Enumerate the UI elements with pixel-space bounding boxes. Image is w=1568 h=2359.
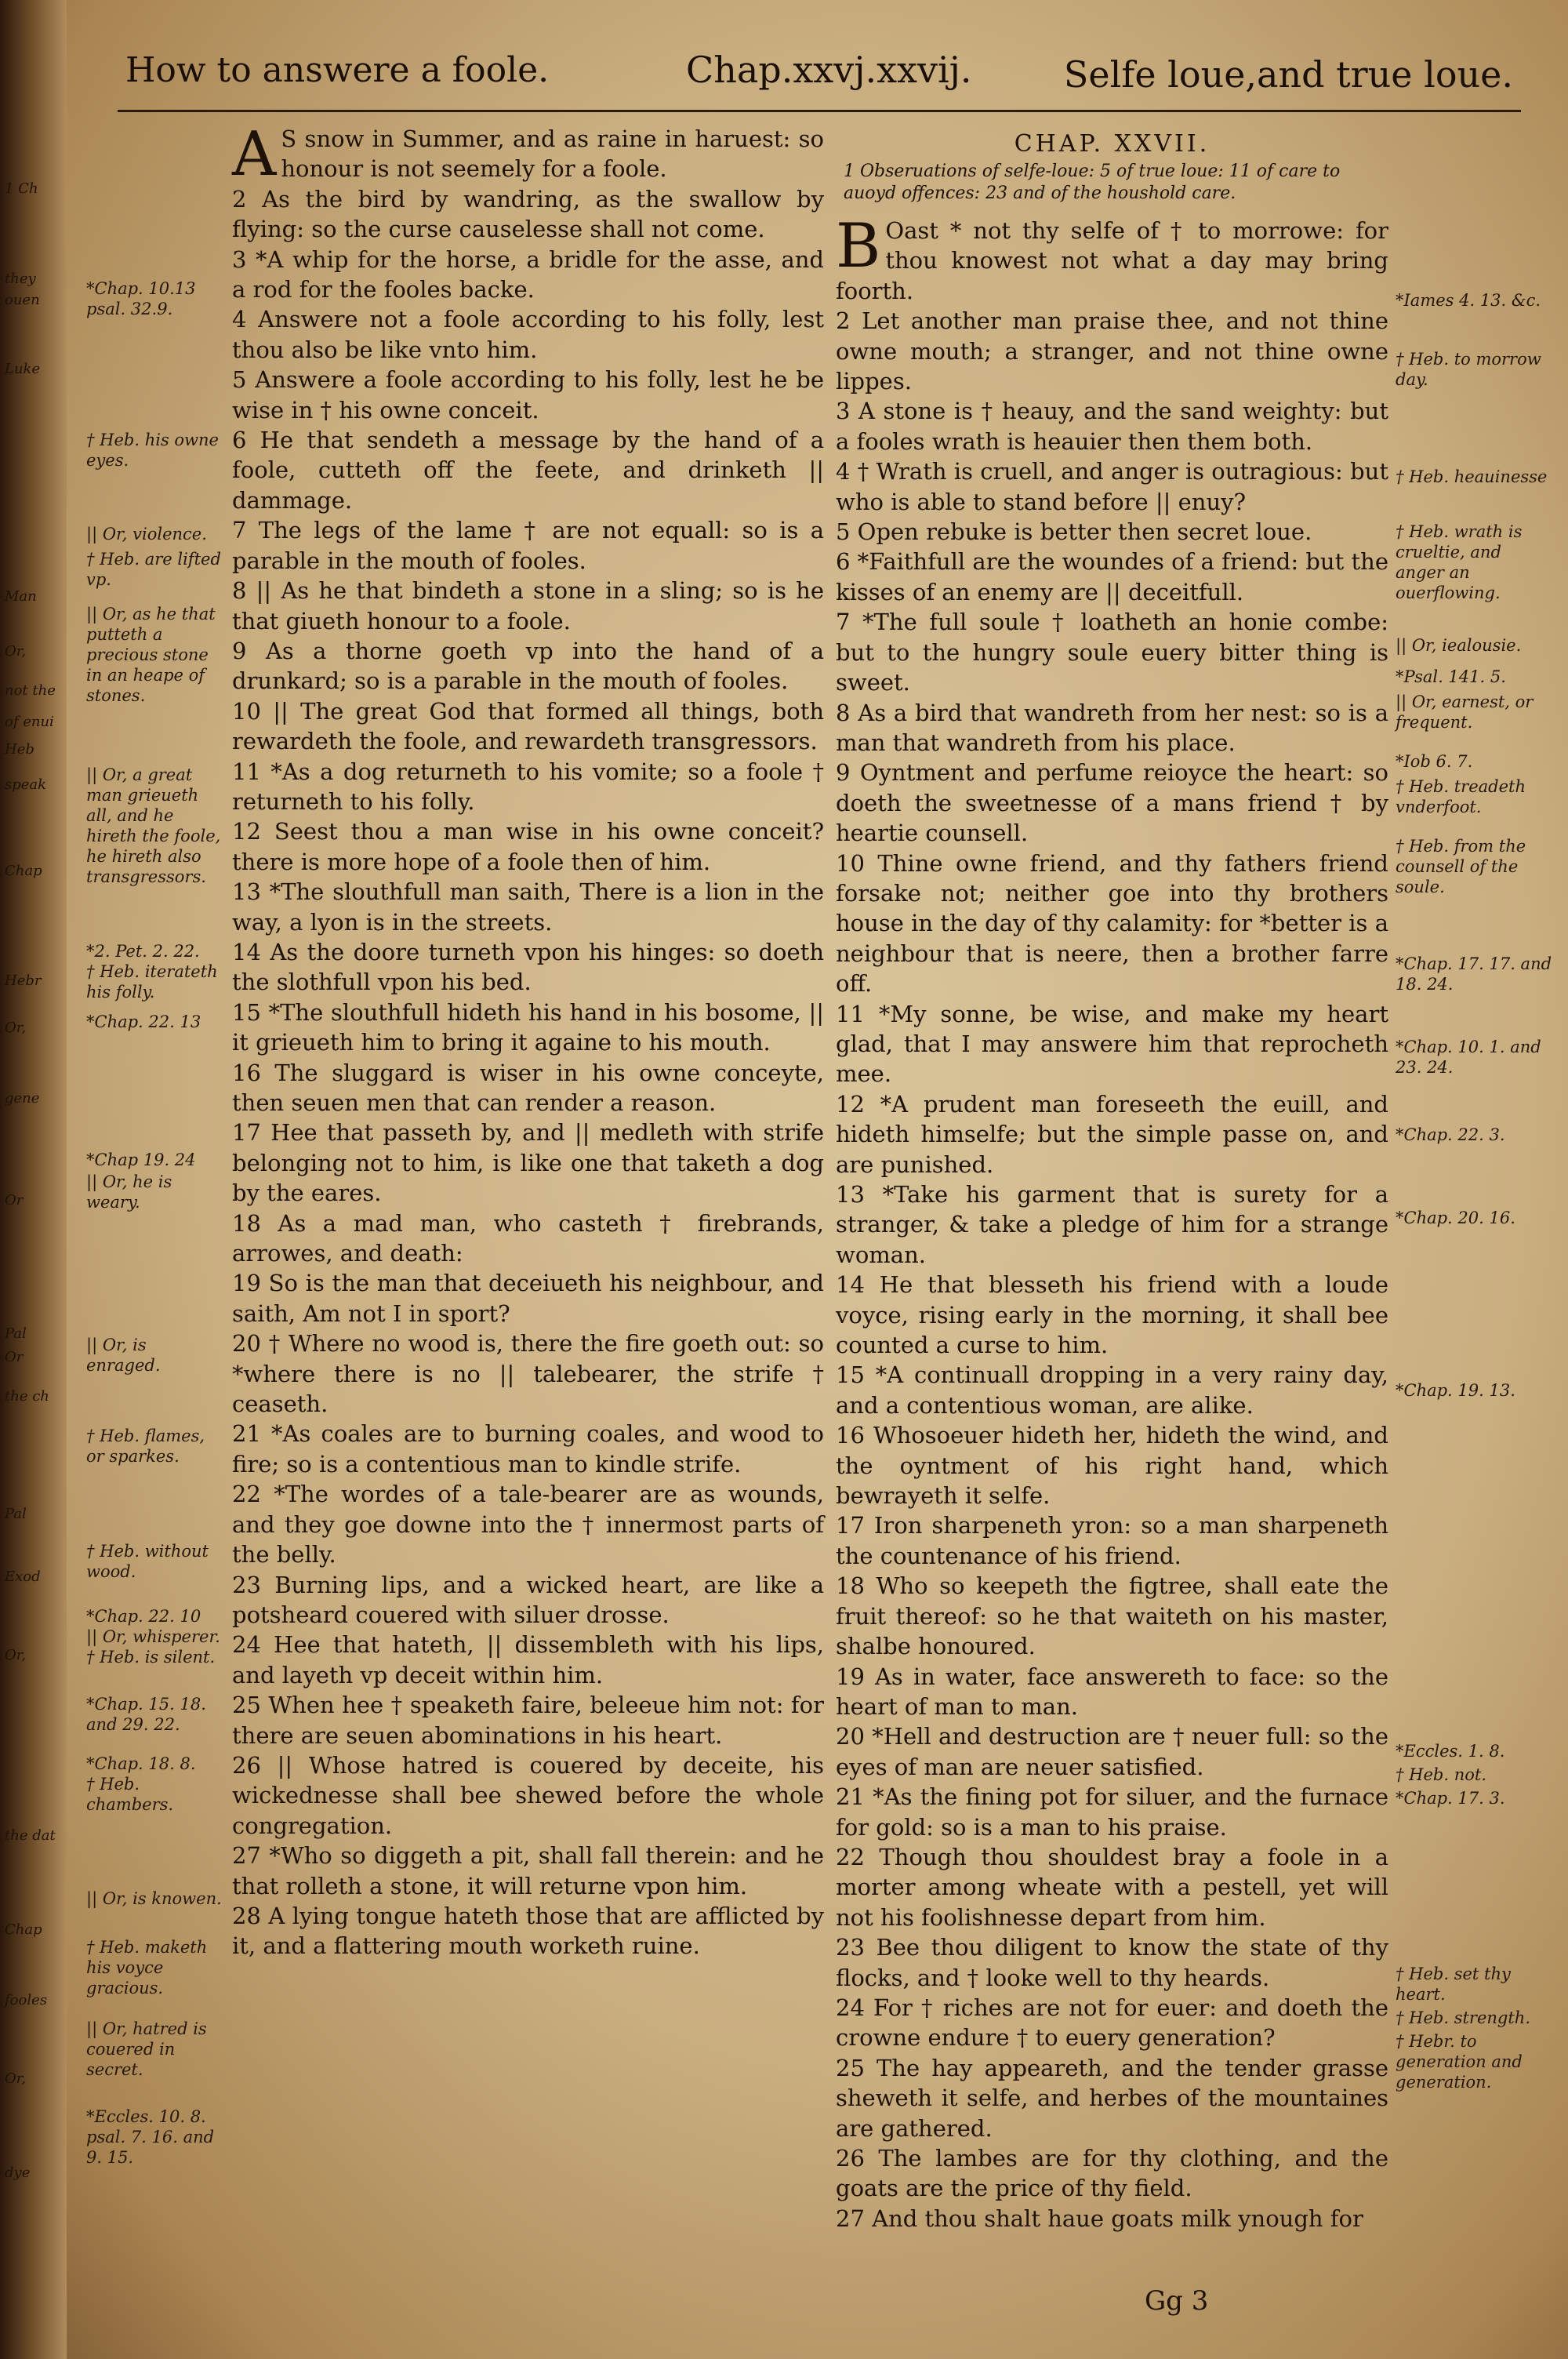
verse: 21 *As coales are to burning coales, and wood to fire; so is a contentious man to kindle strife. [232, 1420, 824, 1478]
verse: 12 *A prudent man foreseeth the euill, and hideth himselfe; but the simple passe on, and are punished. [836, 1090, 1388, 1178]
gutter-fragment: Luke [5, 361, 41, 377]
gutter-fragment: Pal [5, 1325, 27, 1342]
verse: 9 As a thorne goeth vp into the hand of a drunkard; so is a parable in the mouth of fooles. [232, 637, 824, 695]
margin-note: || Or, violence. [86, 525, 207, 543]
gutter-fragment: dye [5, 2165, 31, 2181]
gutter-fragment: Or [5, 1349, 24, 1365]
verse: 27 *Who so diggeth a pit, shall fall therein: and he that rolleth a stone, it will returne vpon him. [232, 1842, 824, 1899]
gutter-fragment: Exod [5, 1568, 41, 1585]
verse: 19 So is the man that deceiueth his neighbour, and saith, Am not I in sport? [232, 1270, 824, 1327]
verse: 16 The sluggard is wiser in his owne conceyte, then seuen men that can render a reason. [232, 1059, 824, 1116]
margin-note: *Eccles. 10. 8. psal. 7. 16. and 9. 15. [86, 2107, 215, 2167]
drop-capital: A [232, 119, 277, 190]
verse: 16 Whosoeuer hideth her, hideth the wind, and the oyntment of his right hand, which bewrayeth it selfe. [836, 1422, 1388, 1510]
verse: 8 As a bird that wandreth from her nest: so is a man that wandreth from his place. [836, 699, 1388, 756]
margin-note: *Eccles. 1. 8. [1396, 1742, 1505, 1761]
gutter-fragment: not the [5, 682, 56, 699]
margin-note: *Chap. 17. 17. and 18. 24. [1396, 954, 1552, 994]
margin-note: † Heb. wrath is crueltie, and anger an ouerflowing. [1396, 522, 1523, 602]
gutter-fragment: the dat [5, 1827, 56, 1844]
margin-note: *Chap. 22. 3. [1396, 1125, 1505, 1144]
margin-note: *Chap 19. 24 [86, 1150, 196, 1169]
margin-note: || Or, whisperer. [86, 1627, 220, 1646]
gutter-fragment: ouen [5, 292, 40, 308]
gutter-fragment: the ch [5, 1388, 49, 1405]
gutter-fragment: Heb [5, 741, 34, 758]
margin-note: *2. Pet. 2. 22. [86, 942, 200, 961]
gutter-fragment: Chap [5, 1921, 42, 1938]
gutter-fragment: fooles [5, 1992, 47, 2008]
margin-note: *Psal. 141. 5. [1396, 667, 1506, 686]
verse: 9 Oyntment and perfume reioyce the heart: so doeth the sweetnesse of a mans friend † by heartie counsell. [836, 759, 1388, 847]
margin-note: || Or, he is weary. [86, 1172, 172, 1212]
margin-note: † Heb. to morrow day. [1396, 350, 1541, 389]
verse: 20 † Where no wood is, there the fire goeth out: so *where there is no || talebearer, the strife † ceaseth. [232, 1330, 824, 1418]
verse: 4 † Wrath is cruell, and anger is outragious: but who is able to stand before || enuy? [836, 458, 1388, 515]
gutter-fragment: gene [5, 1090, 40, 1107]
verse: 23 Bee thou diligent to know the state of thy flocks, and † looke well to thy heards. [836, 1934, 1388, 1991]
verse: 10 Thine owne friend, and thy fathers friend forsake not; neither goe into thy brothers house in the day of thy calamity: for *better is a neighbour that is neere, then a brother farre off. [836, 849, 1388, 998]
gutter-previous-page [0, 0, 67, 2359]
gutter-fragment: Or, [5, 2070, 27, 2087]
verse: 6 He that sendeth a message by the hand of a foole, cutteth off the feete, and drinketh || dammage. [232, 427, 824, 514]
margin-note: || Or, a great man grieueth all, and he hireth the foole, he hireth also transgressors. [86, 765, 221, 886]
verse: 5 Answere a foole according to his folly, lest he be wise in † his owne conceit. [232, 366, 824, 423]
verse: 11 *As a dog returneth to his vomite; so a foole † returneth to his folly. [232, 758, 824, 815]
header-right: Selfe loue,and true loue. [1063, 53, 1513, 96]
margin-note: *Chap. 15. 18. and 29. 22. [86, 1695, 206, 1734]
margin-note: *Iames 4. 13. &c. [1396, 291, 1541, 310]
verse: 24 For † riches are not for euer: and doeth the crowne endure † to euery generation? [836, 1994, 1388, 2052]
margin-note: || Or, earnest, or frequent. [1396, 692, 1534, 732]
verse: 17 Iron sharpeneth yron: so a man sharpeneth the countenance of his friend. [836, 1512, 1388, 1569]
margin-note: † Heb. his owne eyes. [86, 431, 219, 470]
header-left: How to answere a foole. [125, 50, 550, 90]
margin-note: † Heb. from the counsell of the soule. [1396, 837, 1526, 896]
verse: 14 He that blesseth his friend with a loude voyce, rising early in the morning, it shall bee counted a curse to him. [836, 1271, 1388, 1359]
header-center: Chap.xxvj.xxvij. [686, 49, 972, 91]
margin-note: † Heb. heauinesse [1396, 467, 1548, 486]
verse: 7 The legs of the lame † are not equall: so is a parable in the mouth of fooles. [232, 517, 824, 574]
margin-note: † Hebr. to generation and generation. [1396, 2032, 1523, 2092]
verse: 20 *Hell and destruction are † neuer full: so the eyes of man are neuer satisfied. [836, 1723, 1388, 1780]
signature-mark: Gg 3 [1145, 2285, 1209, 2317]
gutter-fragment: Or, [5, 1020, 27, 1036]
verse: 26 || Whose hatred is couered by deceite, his wickednesse shall bee shewed before the whole congregation. [232, 1751, 824, 1839]
verse: 10 || The great God that formed all things, both rewardeth the foole, and rewardeth transgressors. [232, 697, 824, 755]
verse: 19 As in water, face answereth to face: so the heart of man to man. [836, 1663, 1388, 1720]
verse: 22 *The wordes of a tale-bearer are as wounds, and they goe downe into the † innermost parts of the belly. [232, 1481, 824, 1568]
verse: 13 *Take his garment that is surety for a stranger, & take a pledge of him for a strange woman. [836, 1181, 1388, 1268]
verse: 6 *Faithfull are the woundes of a friend: but the kisses of an enemy are || deceitfull. [836, 548, 1388, 605]
margin-note: † Heb. is silent. [86, 1648, 216, 1667]
verse: 12 Seest thou a man wise in his owne conceit? there is more hope of a foole then of him. [232, 818, 824, 875]
margin-note: † Heb. are lifted vp. [86, 550, 221, 589]
verse: A S snow in Summer, and as raine in haruest: so honour is not seemely for a foole. [232, 119, 824, 190]
margin-note: *Chap. 22. 13 [86, 1012, 201, 1031]
verse: 8 || As he that bindeth a stone in a sling; so is he that giueth honour to a foole. [232, 577, 824, 634]
verse: 3 A stone is † heauy, and the sand weighty: but a fooles wrath is heauier then them both. [836, 398, 1388, 455]
margin-note: † Heb. treadeth vnderfoot. [1396, 777, 1526, 816]
verse: 15 *A continuall dropping in a very rainy day, and a contentious woman, are alike. [836, 1361, 1388, 1419]
gutter-fragment: Hebr [5, 972, 42, 989]
margin-note: † Heb. iterateth his folly. [86, 962, 218, 1001]
verse: 11 *My sonne, be wise, and make my heart glad, that I may answere him that reprocheth mee. [836, 1000, 1388, 1088]
gutter-fragment: Or [5, 1192, 24, 1209]
verse: 14 As the doore turneth vpon his hinges: so doeth the slothfull vpon his bed. [232, 938, 824, 996]
header-rule [118, 110, 1521, 112]
verse: 23 Burning lips, and a wicked heart, are like a potsheard couered with siluer drosse. [232, 1571, 824, 1628]
gutter-fragment: Or, [5, 1647, 27, 1663]
gutter-fragment: speak [5, 776, 47, 793]
margin-note: † Heb. maketh his voyce gracious. [86, 1938, 208, 1997]
gutter-fragment: Chap [5, 863, 42, 879]
margin-note: || Or, is enraged. [86, 1336, 161, 1375]
margin-note: † Heb. strength. [1396, 2008, 1530, 2027]
verse: 26 The lambes are for thy clothing, and the goats are the price of thy field. [836, 2145, 1388, 2202]
verse: 17 Hee that passeth by, and || medleth with strife belonging not to him, is like one that taketh a dog by the eares. [232, 1119, 824, 1207]
gutter-fragment: Pal [5, 1506, 27, 1522]
margin-note: † Heb. chambers. [86, 1775, 174, 1814]
verse: 7 *The full soule † loatheth an honie combe: but to the hungry soule euery bitter thing is sweet. [836, 609, 1388, 696]
verse: 22 Though thou shouldest bray a foole in a morter among wheate with a pestell, yet will not his foolishnesse depart from him. [836, 1843, 1388, 1931]
margin-note: † Heb. set thy heart. [1396, 1965, 1511, 2004]
drop-capital: B [836, 211, 881, 282]
margin-note: *Chap. 20. 16. [1396, 1209, 1515, 1227]
column-chapter-27 [836, 124, 1388, 2234]
verse: 2 As the bird by wandring, as the swallow by flying: so the curse causelesse shall not come. [232, 185, 824, 243]
margin-note: || Or, hatred is couered in secret. [86, 2019, 207, 2079]
margin-note: *Chap. 19. 13. [1396, 1381, 1515, 1400]
margin-note: *Chap. 10.13 psal. 32.9. [86, 279, 196, 318]
verse: 21 *As the fining pot for siluer, and the furnace for gold: so is a man to his praise. [836, 1783, 1388, 1841]
verse: 15 *The slouthfull hideth his hand in his bosome, || it grieueth him to bring it againe to his mouth. [232, 998, 824, 1056]
verse: 18 Who so keepeth the figtree, shall eate the fruit thereof: so he that waiteth on his master, shalbe honoured. [836, 1572, 1388, 1660]
verse: 27 And thou shalt haue goats milk ynough for [836, 2205, 1363, 2232]
margin-note: || Or, is knowen. [86, 1889, 222, 1908]
verse: 5 Open rebuke is better then secret loue. [836, 518, 1312, 546]
verse: 28 A lying tongue hateth those that are afflicted by it, and a flattering mouth worketh ruine. [232, 1902, 824, 1960]
chapter-summary: 1 Obseruations of selfe-loue: 5 of true loue: 11 of care to auoyd offences: 23 and of the houshold care. [844, 162, 1341, 203]
verse: 13 *The slouthfull man saith, There is a lion in the way, a lyon is in the streets. [232, 878, 824, 936]
verse: 18 As a mad man, who casteth † firebrands, arrowes, and death: [232, 1209, 824, 1267]
verse: 25 The hay appeareth, and the tender grasse sheweth it selfe, and herbes of the mountaines are gathered. [836, 2054, 1388, 2142]
margin-note: *Iob 6. 7. [1396, 752, 1473, 771]
margin-note: † Heb. not. [1396, 1765, 1486, 1784]
gutter-fragment: Or, [5, 643, 27, 660]
margin-note: *Chap. 22. 10 [86, 1607, 201, 1626]
margin-note: *Chap. 17. 3. [1396, 1789, 1505, 1808]
chapter-heading: CHAP. XXVII. [1014, 130, 1210, 158]
verse: 4 Answere not a foole according to his folly, lest thou also be like vnto him. [232, 306, 824, 363]
margin-note: † Heb. flames, or sparkes. [86, 1427, 205, 1466]
verse: 3 *A whip for the horse, a bridle for the asse, and a rod for the fooles backe. [232, 245, 824, 304]
column-chapter-26 [232, 119, 824, 1961]
margin-note: † Heb. without wood. [86, 1542, 209, 1581]
margin-note: || Or, iealousie. [1396, 636, 1522, 655]
gutter-fragment: 1 Ch [5, 180, 38, 197]
verse: 2 Let another man praise thee, and not thine owne mouth; a stranger, and not thine owne lippes. [836, 307, 1388, 395]
verse: B Oast * not thy selfe of † to morrowe: for thou knowest not what a day may bring foorth. [836, 211, 1388, 304]
verse: 25 When hee † speaketh faire, beleeue him not: for there are seuen abominations in his heart. [232, 1692, 824, 1749]
margin-note: || Or, as he that putteth a precious stone in an heape of stones. [86, 605, 216, 705]
gutter-fragment: they [5, 271, 36, 287]
margin-note: *Chap. 10. 1. and 23. 24. [1396, 1038, 1541, 1077]
verse: 24 Hee that hateth, || dissembleth with his lips, and layeth vp deceit within him. [232, 1631, 824, 1688]
margin-note: *Chap. 18. 8. [86, 1754, 196, 1773]
gutter-fragment: of enui [5, 714, 54, 730]
gutter-fragment: Man [5, 588, 37, 605]
running-header [125, 45, 1513, 105]
